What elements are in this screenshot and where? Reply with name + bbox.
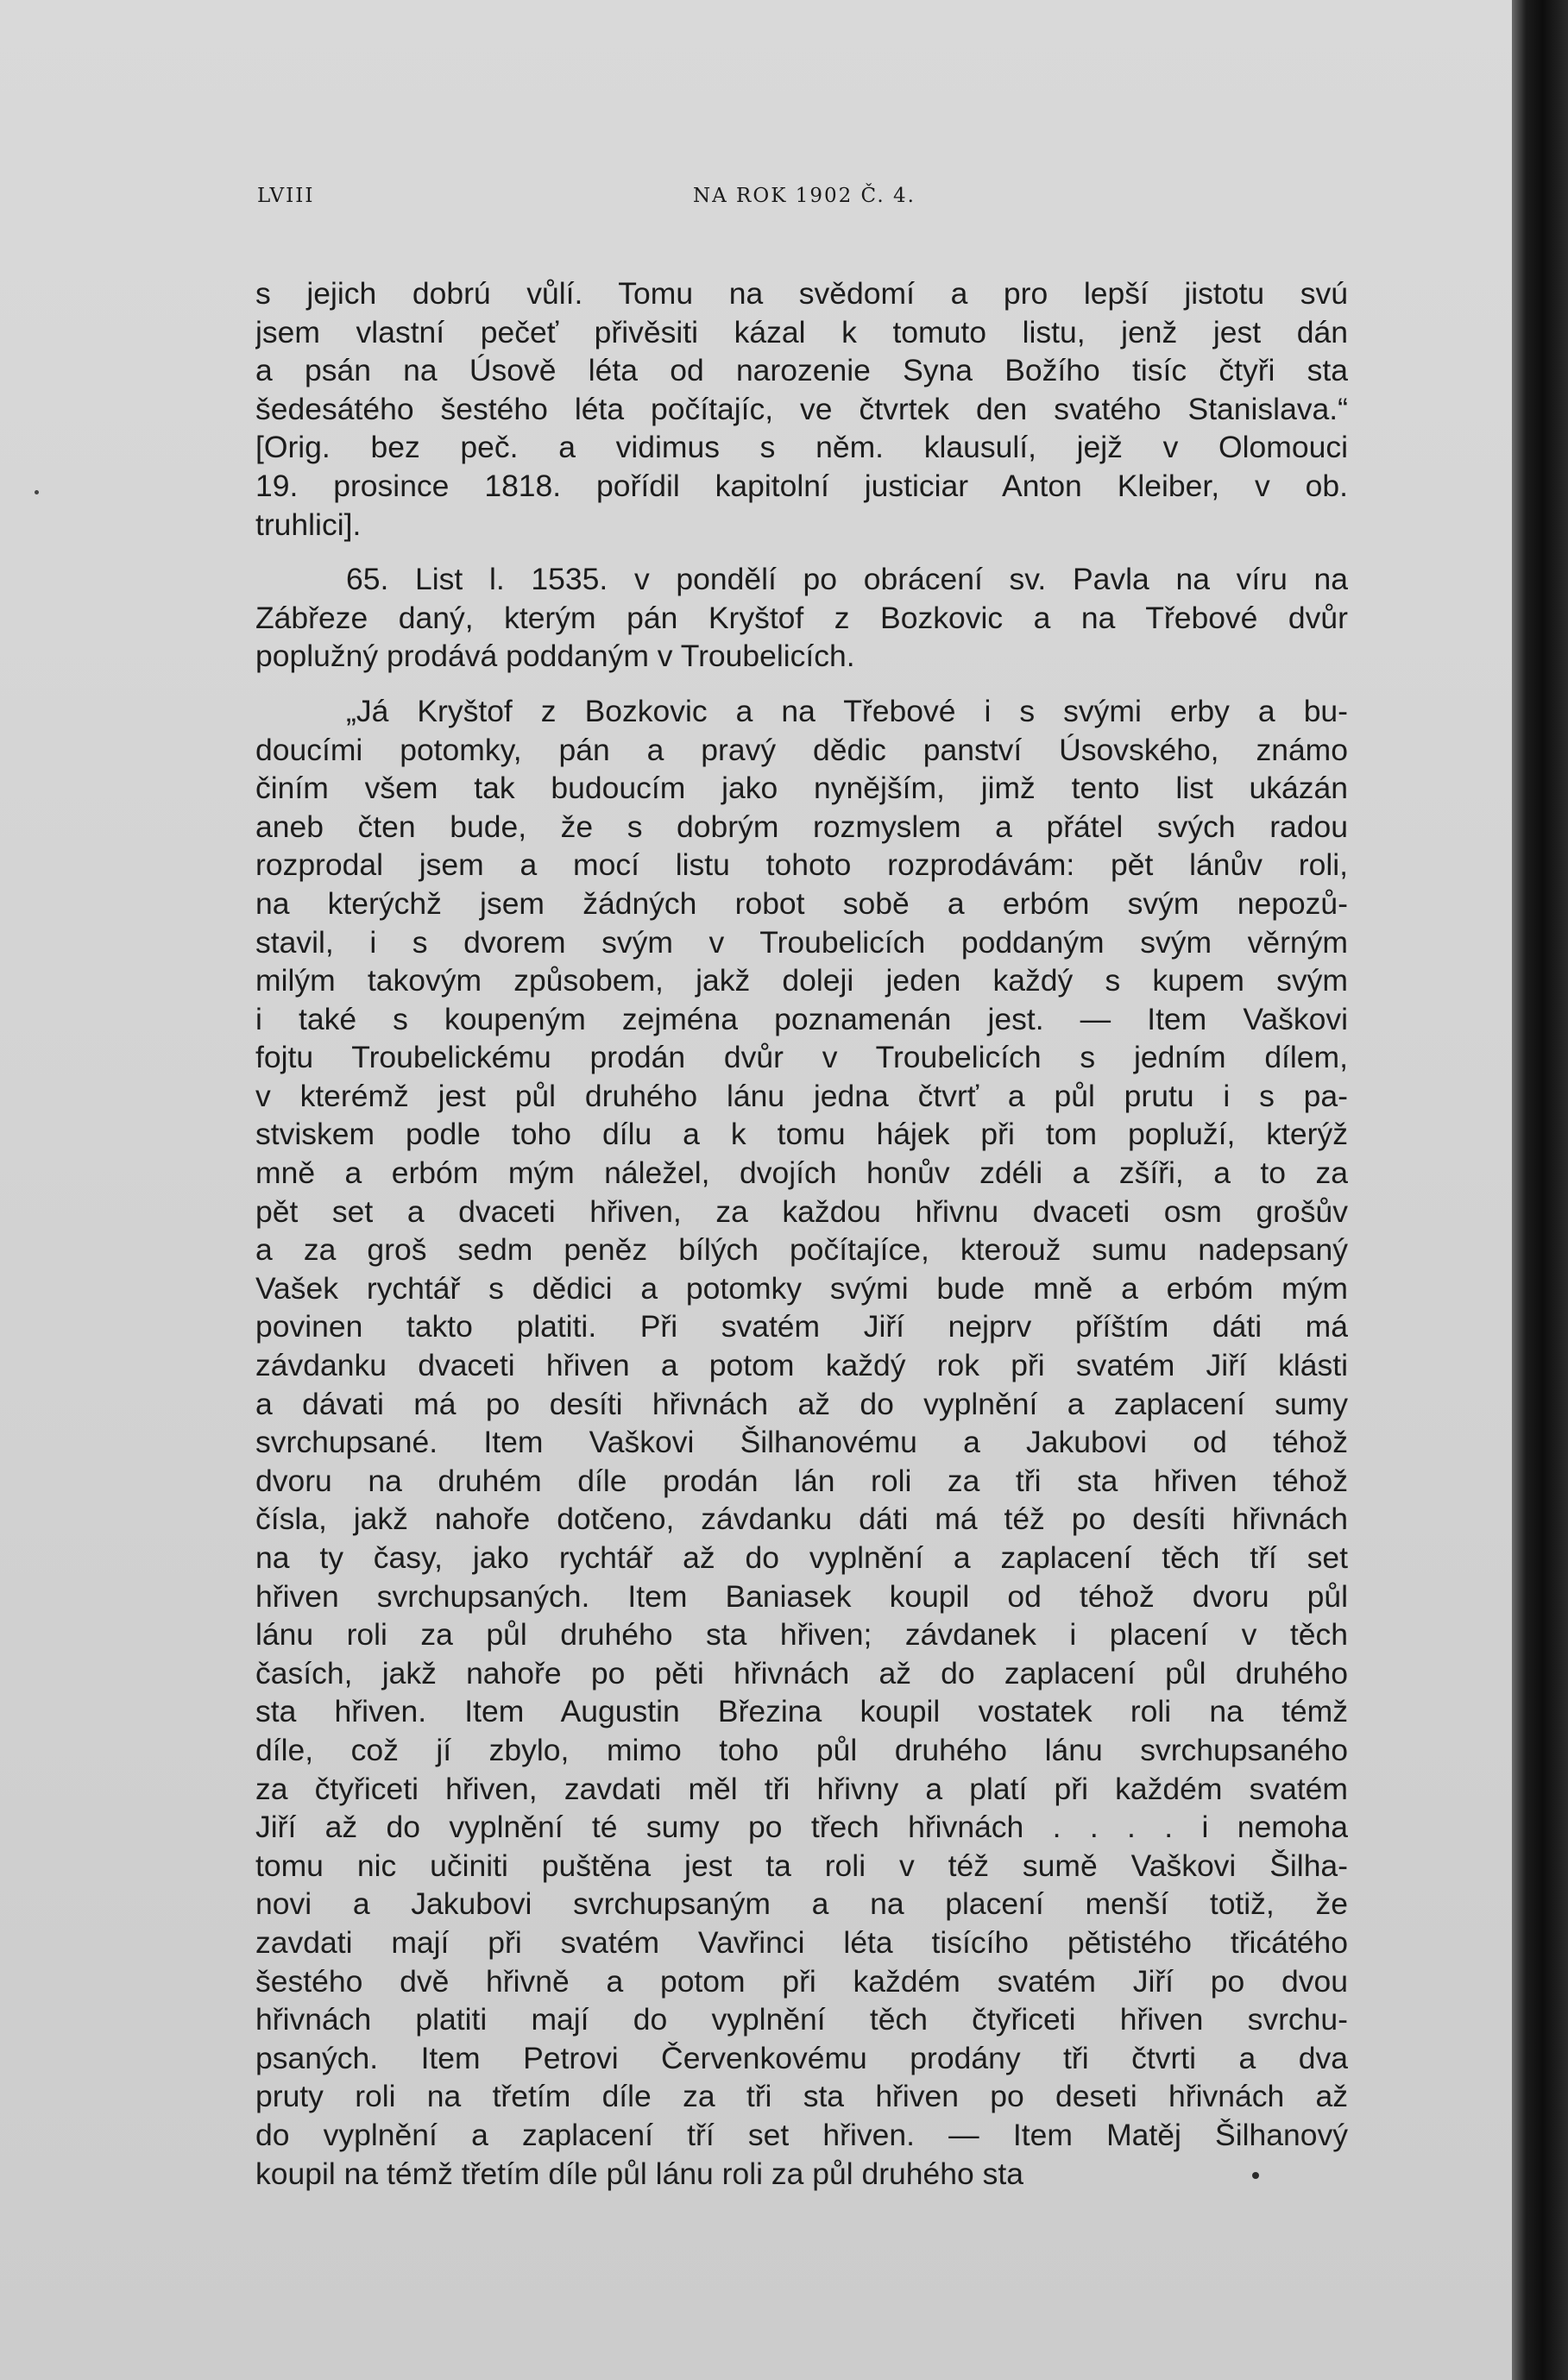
text-line: stavil, i s dvorem svým v Troubelicích poddaným svým věrným: [255, 924, 1348, 960]
text-line: šestého dvě hřivně a potom při každém svatém Jiří po dvou: [255, 1963, 1348, 1999]
text-line: svrchupsané. Item Vaškovi Šilhanovému a Jakubovi od téhož: [255, 1425, 1348, 1460]
text-line: povinen takto platiti. Při svatém Jiří nejprv příštím dáti má: [255, 1309, 1348, 1344]
text-line: doucími potomky, pán a pravý dědic panství Úsovského, známo: [255, 732, 1348, 767]
page-number: LVIII: [257, 185, 315, 207]
text-line: s jejich dobrú vůlí. Tomu na svědomí a pro lepší jistotu svú: [255, 276, 1348, 311]
text-line: časích, jakž nahoře po pěti hřivnách až do zaplacení půl druhého: [255, 1655, 1348, 1691]
margin-speck: [35, 490, 39, 494]
text-line: stviskem podle toho dílu a k tomu hájek při tom popluží, kterýž: [255, 1117, 1348, 1152]
text-line: pět set a dvaceti hřiven, za každou hřivnu dvaceti osm grošův: [255, 1193, 1348, 1229]
text-line: truhlici].: [255, 507, 362, 542]
text-line: závdanku dvaceti hřiven a potom každý rok při svatém Jiří klásti: [255, 1348, 1348, 1383]
running-title: NA ROK 1902 Č. 4.: [693, 185, 916, 207]
text-line: poplužný prodává poddaným v Troubelicích.: [255, 639, 855, 674]
text-line: novi a Jakubovi svrchupsaným a na placení menší totiž, že: [255, 1886, 1348, 1922]
text-line: psaných. Item Petrovi Červenkovému prodány tři čtvrti a dva: [255, 2040, 1348, 2075]
text-line: čísla, jakž nahoře dotčeno, závdanku dáti má též po desíti hřivnách: [255, 1502, 1348, 1537]
text-line: do vyplnění a zaplacení tří set hřiven. — Item Matěj Šilhanový: [255, 2117, 1348, 2152]
text-line: za čtyřiceti hřiven, zavdati měl tři hřivny a platí při každém svatém: [255, 1771, 1348, 1806]
text-line: a psán na Úsově léta od narozenie Syna Božího tisíc čtyři sta: [255, 353, 1348, 388]
text-line: tomu nic učiniti puštěna jest ta roli v též sumě Vaškovi Šilha-: [255, 1848, 1348, 1883]
text-line: „Já Kryštof z Bozkovic a na Třebové i s svými erby a bu-: [346, 693, 1348, 728]
text-line: 65. List l. 1535. v pondělí po obrácení sv. Pavla na víru na: [346, 562, 1348, 597]
page-edge-shadow: [1512, 0, 1568, 2380]
text-line: jsem vlastní pečeť přivěsiti kázal k tomuto listu, jenž jest dán: [255, 314, 1348, 349]
text-line: na ty časy, jako rychtář až do vyplnění a zaplacení těch tří set: [255, 1540, 1348, 1575]
text-line: činím všem tak budoucím jako nynějším, jimž tento list ukázán: [255, 771, 1348, 806]
paragraph-gap: [255, 544, 1348, 560]
text-line: aneb čten bude, že s dobrým rozmyslem a přátel svých radou: [255, 809, 1348, 844]
text-line: díle, což jí zbylo, mimo toho půl druhého lánu svrchupsaného: [255, 1732, 1348, 1767]
text-line: Vašek rychtář s dědici a potomky svými bude mně a erbóm mým: [255, 1270, 1348, 1306]
text-line: lánu roli za půl druhého sta hřiven; závdanek i placení v těch: [255, 1617, 1348, 1653]
text-line: milým takovým způsobem, jakž doleji jeden každý s kupem svým: [255, 963, 1348, 998]
text-line: na kterýchž jsem žádných robot sobě a erbóm svým nepozů-: [255, 885, 1348, 921]
text-line: 19. prosince 1818. pořídil kapitolní justiciar Anton Kleiber, v ob.: [255, 468, 1348, 503]
text-line: [Orig. bez peč. a vidimus s něm. klausulí, jejž v Olomouci: [255, 430, 1348, 465]
text-line: dvoru na druhém díle prodán lán roli za tři sta hřiven téhož: [255, 1463, 1348, 1498]
text-line: šedesátého šestého léta počítajíc, ve čtvrtek den svatého Stanislava.“: [255, 391, 1348, 426]
ink-dot: [1252, 2172, 1259, 2179]
text-line: Zábřeze daný, kterým pán Kryštof z Bozkovic a na Třebové dvůr: [255, 600, 1348, 635]
running-head: [257, 185, 1344, 216]
text-line: a dávati má po desíti hřivnách až do vyplnění a zaplacení sumy: [255, 1386, 1348, 1421]
text-line: koupil na témž třetím díle půl lánu roli za půl druhého sta: [255, 2156, 1023, 2191]
text-line: a za groš sedm peněz bílých počítajíce, kterouž sumu nadepsaný: [255, 1232, 1348, 1268]
paragraph-gap: [255, 676, 1348, 692]
text-line: v kterémž jest půl druhého lánu jedna čtvrť a půl prutu i s pa-: [255, 1078, 1348, 1113]
text-line: sta hřiven. Item Augustin Březina koupil vostatek roli na témž: [255, 1694, 1348, 1729]
body-text: [255, 274, 1348, 2193]
text-line: Jiří až do vyplnění té sumy po třech hřivnách . . . . i nemoha: [255, 1810, 1348, 1845]
text-line: pruty roli na třetím díle za tři sta hřiven po deseti hřivnách až: [255, 2079, 1348, 2114]
text-line: rozprodal jsem a mocí listu tohoto rozprodávám: pět lánův roli,: [255, 847, 1348, 883]
text-line: hřiven svrchupsaných. Item Baniasek koupil od téhož dvoru půl: [255, 1578, 1348, 1614]
text-line: mně a erbóm mým náležel, dvojích honův zdéli a zšíři, a to za: [255, 1155, 1348, 1191]
text-line: i také s koupeným zejména poznamenán jest. — Item Vaškovi: [255, 1001, 1348, 1036]
text-line: fojtu Troubelickému prodán dvůr v Troubelicích s jedním dílem,: [255, 1040, 1348, 1075]
text-line: zavdati mají při svatém Vavřinci léta tisícího pětistého třicátého: [255, 1924, 1348, 1960]
text-line: hřivnách platiti mají do vyplnění těch čtyřiceti hřiven svrchu-: [255, 2002, 1348, 2037]
